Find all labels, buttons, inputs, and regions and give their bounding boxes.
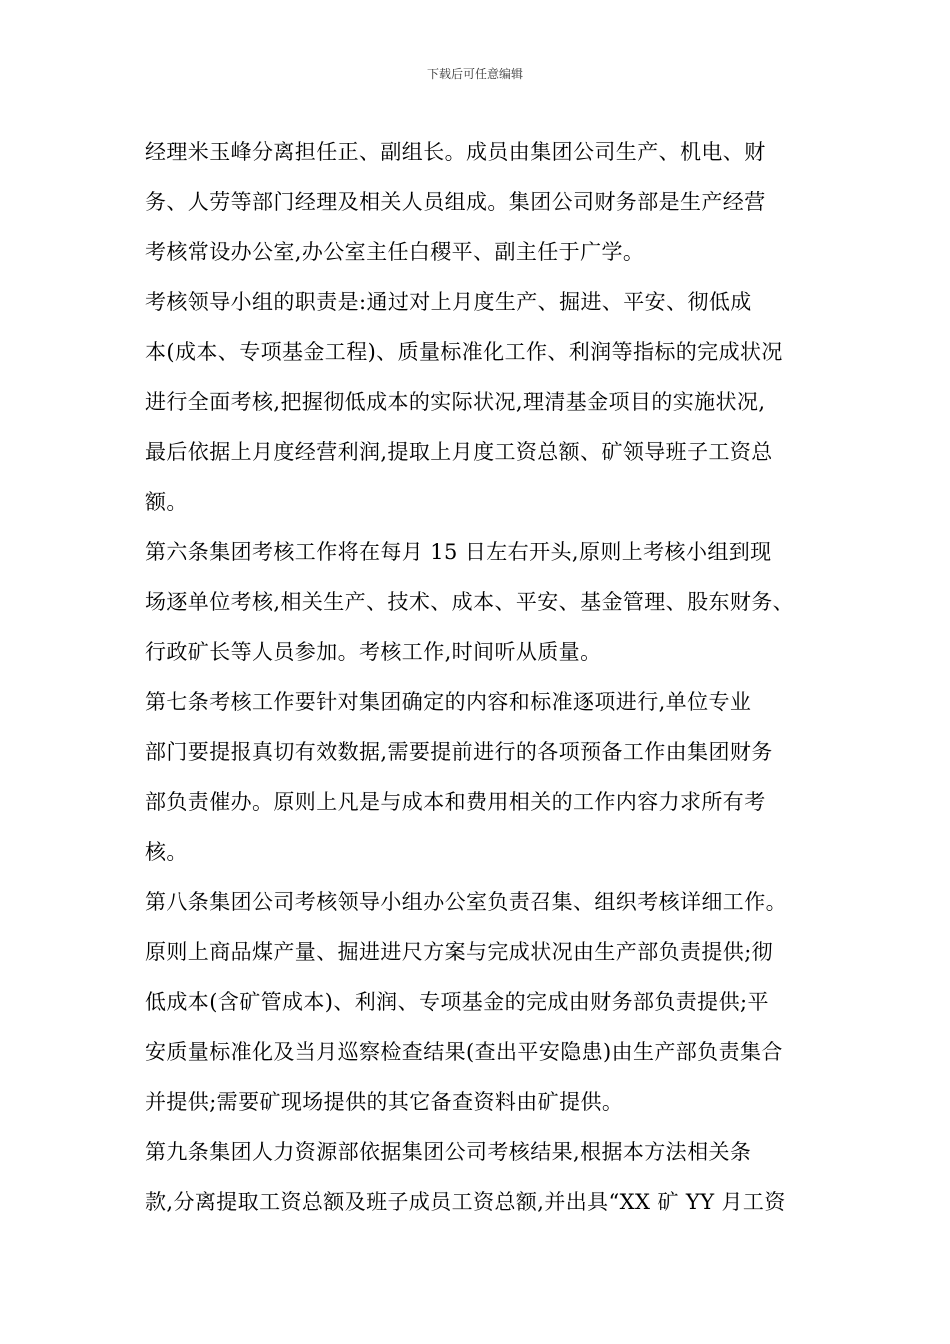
text-line: 第八条集团公司考核领导小组办公室负责召集、组织考核详细工作。 <box>145 890 787 914</box>
text-line: 第六条集团考核工作将在每月 15 日左右开头,原则上考核小组到现 <box>145 540 772 564</box>
text-line: 场逐单位考核,相关生产、技术、成本、平安、基金管理、股东财务、 <box>145 590 795 614</box>
text-line: 部负责催办。原则上凡是与成本和费用相关的工作内容力求所有考 <box>145 790 766 814</box>
text-line: 考核领导小组的职责是:通过对上月度生产、掘进、平安、彻低成 <box>145 290 752 314</box>
text-line: 经理米玉峰分离担任正、副组长。成员由集团公司生产、机电、财 <box>145 140 766 164</box>
text-line: 核。 <box>145 840 188 864</box>
text-line: 额。 <box>145 490 188 514</box>
text-line: 考核常设办公室,办公室主任白稷平、副主任于广学。 <box>145 240 645 264</box>
text-line: 行政矿长等人员参加。考核工作,时间听从质量。 <box>145 640 602 664</box>
text-line: 务、人劳等部门经理及相关人员组成。集团公司财务部是生产经营 <box>145 190 766 214</box>
text-line: 第七条考核工作要针对集团确定的内容和标准逐项进行,单位专业 <box>145 690 752 714</box>
text-line: 第九条集团人力资源部依据集团公司考核结果,根据本方法相关条 <box>145 1140 752 1164</box>
text-line: 原则上商品煤产量、掘进进尺方案与完成状况由生产部负责提供;彻 <box>145 940 774 964</box>
text-line: 安质量标准化及当月巡察检查结果(查出平安隐患)由生产部负责集合 <box>145 1040 783 1064</box>
text-line: 最后依据上月度经营利润,提取上月度工资总额、矿领导班子工资总 <box>145 440 773 464</box>
text-line: 本(成本、专项基金工程)、质量标准化工作、利润等指标的完成状况 <box>145 340 783 364</box>
text-line: 部门要提报真切有效数据,需要提前进行的各项预备工作由集团财务 <box>145 740 773 764</box>
text-line: 并提供;需要矿现场提供的其它备查资料由矿提供。 <box>145 1090 624 1114</box>
document-body <box>145 127 810 1227</box>
page-header: 下载后可任意编辑 <box>426 67 523 81</box>
text-line: 进行全面考核,把握彻低成本的实际状况,理清基金项目的实施状况, <box>145 390 766 414</box>
text-line: 款,分离提取工资总额及班子成员工资总额,并出具“XX 矿 YY 月工资 <box>145 1190 786 1214</box>
text-line: 低成本(含矿管成本)、利润、专项基金的完成由财务部负责提供;平 <box>145 990 769 1014</box>
